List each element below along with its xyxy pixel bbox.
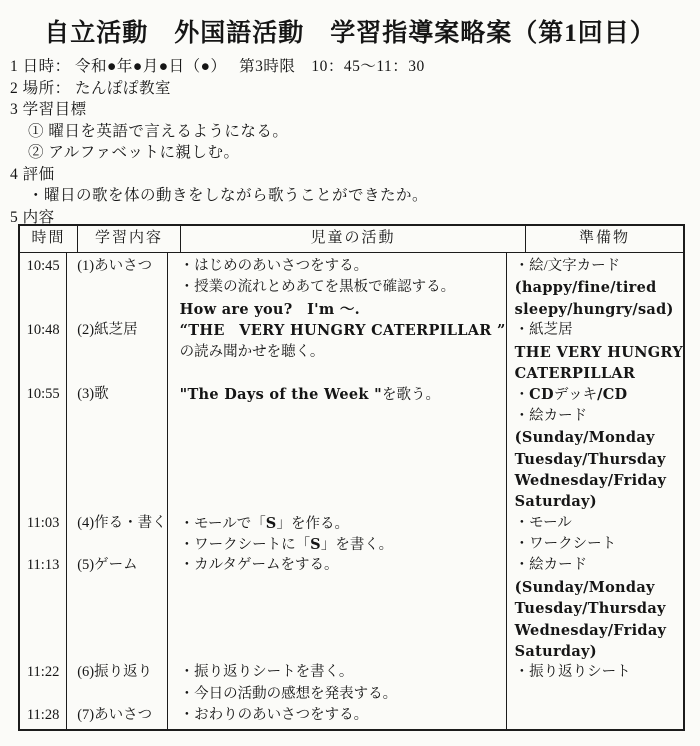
cell-content [67,470,166,491]
latin-text: Saturday) [514,493,597,511]
latin-text: (happy/fine/tired [514,279,657,297]
cell-materials [507,598,683,619]
document-title: 自立活動 外国語活動 学習指導案略案（第1回目） [44,20,656,47]
column-materials [506,253,683,729]
cell-activity: ・おわりのあいさつをする。 [179,707,369,724]
cell-content [67,363,166,384]
heading-goals: 3 学習目標 [10,101,87,118]
cell-activity: ・モールで「S」を作る。 [179,514,350,532]
cell-time [20,534,66,555]
latin-text: I'm ～. [307,300,361,318]
heading-contents: 5 内容 [10,208,55,226]
evaluation-item: ・曜日の歌を体の動きをしながら歌うことができたか。 [28,187,429,204]
cell-time [20,491,66,512]
cell-time [20,342,66,363]
latin-text: “THE [179,322,225,340]
cell-time: 11:28 [26,707,60,724]
cell-content [67,277,166,298]
cell-materials [507,577,683,598]
cell-content: (4)作る・書く [77,514,167,531]
column-activity [167,253,506,729]
table-body [20,253,683,729]
cell-activity [168,577,506,598]
cell-activity: ・ワークシートに「S」を書く。 [179,536,394,554]
cell-activity: の読み聞かせを聴く。 [179,343,325,360]
cell-activity [168,449,506,470]
cell-activity: "The Days of the Week "を歌う。 [179,386,440,404]
cell-materials [507,705,683,726]
latin-text: Tuesday/Thursday [514,600,666,618]
cell-materials: ・ワークシート [514,536,617,553]
cell-materials [507,299,683,320]
cell-content [67,491,166,512]
column-content [66,253,166,729]
latin-text: THE VERY HUNGRY [514,343,683,361]
cell-content: (1)あいさつ [77,258,153,274]
cell-activity [168,299,506,320]
col-header-activity: 児童の活動 [180,226,525,252]
cell-materials: ・モール [514,514,572,531]
cell-time [20,299,66,320]
cell-content [67,598,166,619]
latin-text: Wednesday/Friday [514,621,667,639]
cell-content [67,684,166,705]
cell-activity [168,470,506,491]
cell-content: (7)あいさつ [77,707,153,724]
cell-activity [168,598,506,619]
latin-text: "The Days of the Week " [179,386,382,404]
cell-content [67,577,166,598]
cell-time: 10:45 [26,258,60,274]
cell-materials [507,641,683,662]
cell-time [20,363,66,384]
line-datetime: 1 日時： 令和●年●月●日（●） 第3時限 10：45～11：30 [10,58,425,75]
cell-content [67,342,166,363]
cell-materials [507,449,683,470]
latin-text: Tuesday/Thursday [514,450,666,468]
cell-content [67,620,166,641]
cell-activity: ・授業の流れとめあてを黒板で確認する。 [179,279,456,296]
col-header-content: 学習内容 [77,226,180,252]
latin-text: VERY HUNGRY CATERPILLAR ” [239,322,506,340]
cell-materials [507,620,683,641]
cell-content [67,641,166,662]
cell-time [20,449,66,470]
cell-activity [168,491,506,512]
cell-materials [507,363,683,384]
cell-time [20,470,66,491]
schedule-table [18,224,685,731]
goal-item-1: ① 曜日を英語で言えるようになる。 [28,122,289,140]
cell-activity [168,427,506,448]
cell-materials: ・絵/文字カード [514,258,621,274]
cell-time [20,406,66,427]
cell-materials: ・振り返りシート [514,664,631,681]
latin-text: CD [529,386,554,404]
cell-time: 10:48 [26,322,60,339]
cell-activity: ・カルタゲームをする。 [179,557,339,574]
cell-materials [507,491,683,512]
cell-content: (5)ゲーム [77,557,138,574]
cell-materials: ・紙芝居 [514,322,573,339]
cell-time: 11:03 [26,514,60,531]
table-header-row [20,226,683,253]
cell-time: 11:22 [26,664,60,681]
cell-content [67,449,166,470]
latin-text: sleepy/hungry/sad) [514,300,674,318]
cell-content: (6)振り返り [77,664,153,681]
cell-content [67,406,166,427]
latin-text: (Sunday/Monday [514,578,655,596]
column-time [20,253,66,729]
latin-text: S [265,514,277,532]
cell-activity: ・今日の活動の感想を発表する。 [179,685,398,702]
cell-materials [507,470,683,491]
cell-materials: ・CDデッキ/CD [514,386,628,404]
col-header-time: 時間 [31,230,66,246]
latin-text: Saturday) [514,643,597,661]
cell-time: 10:55 [26,386,60,403]
line-location: 2 場所： たんぽぽ教室 [10,79,172,97]
cell-time [20,641,66,662]
cell-time [20,427,66,448]
cell-content [67,427,166,448]
cell-time [20,620,66,641]
cell-time [20,598,66,619]
cell-time [20,277,66,298]
document-header [10,56,700,228]
cell-content [67,534,166,555]
cell-materials [507,684,683,705]
cell-activity: ・振り返りシートを書く。 [179,664,354,681]
cell-materials [507,342,683,363]
cell-content: (3)歌 [77,386,109,403]
cell-activity [168,406,506,427]
latin-text: S [310,536,321,554]
cell-activity [168,320,506,341]
cell-time [20,684,66,705]
latin-text: Wednesday/Friday [514,471,667,489]
cell-activity [168,363,506,384]
cell-activity [168,620,506,641]
cell-materials [507,277,683,298]
cell-time: 11:13 [26,557,60,574]
latin-text: How are you? [179,300,293,318]
cell-materials [507,427,683,448]
cell-activity [168,641,506,662]
latin-text: CATERPILLAR [514,364,636,382]
cell-time [20,577,66,598]
heading-evaluation: 4 評価 [10,165,55,183]
latin-text: /CD [597,386,628,404]
cell-materials: ・絵カード [514,557,588,574]
latin-text: (Sunday/Monday [514,429,655,447]
col-header-materials: 準備物 [525,226,683,252]
goal-item-2: ② アルファベットに親しむ。 [28,144,240,161]
cell-content: (2)紙芝居 [77,322,138,339]
cell-activity: ・はじめのあいさつをする。 [179,258,369,274]
cell-materials: ・絵カード [514,407,588,424]
cell-content [67,299,166,320]
